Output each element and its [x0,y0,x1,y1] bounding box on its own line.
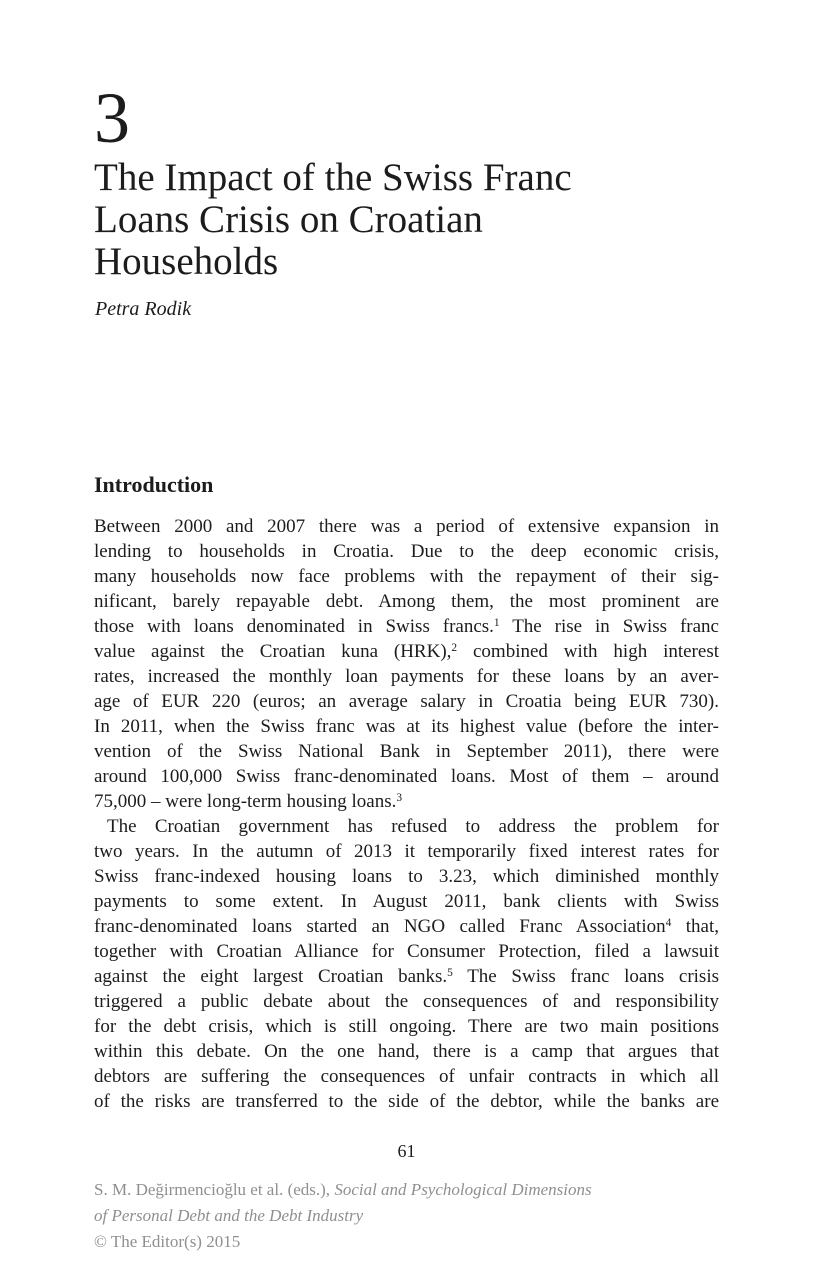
text-line: Swiss franc-indexed housing loans to 3.23, which diminished monthly [94,866,719,887]
footer-citation [94,1177,734,1255]
text-line: many households now face problems with the repayment of their sig- [94,566,719,587]
text-line: around 100,000 Swiss franc-denominated loans. Most of them – around [94,766,719,787]
text-line: 75,000 – were long-term housing loans.$^3$ [94,791,403,812]
book-title-part1: Social and Psychological Dimensions [334,1180,592,1199]
text-line: against the eight largest Croatian banks.$^5$ The Swiss franc loans crisis [94,966,719,987]
text-line: together with Croatian Alliance for Consumer Protection, filed a lawsuit [94,941,719,962]
text-line: franc-denominated loans started an NGO called Franc Association$^4$ that, [94,916,719,937]
text-line: for the debt crisis, which is still ongoing. There are two main positions [94,1016,719,1037]
text-line: triggered a public debate about the consequences of and responsibility [94,991,719,1012]
text-line: nificant, barely repayable debt. Among them, the most prominent are [94,591,719,612]
text-line: two years. In the autumn of 2013 it temporarily fixed interest rates for [94,841,719,862]
text-line: of the risks are transferred to the side of the debtor, while the banks are [94,1091,719,1112]
section-heading-introduction: Introduction [94,472,214,497]
paragraph-1 [94,514,719,814]
body-text [94,514,719,1114]
text-line: age of EUR 220 (euros; an average salary in Croatia being EUR 730). [94,691,719,712]
author-name: Petra Rodik [95,298,192,320]
text-line: within this debate. On the one hand, there is a camp that argues that [94,1041,719,1062]
chapter-title-line: Loans Crisis on Croatian [94,198,483,241]
text-line: value against the Croatian kuna (HRK),$^2$ combined with high interest [94,641,719,662]
text-line: rates, increased the monthly loan payments for these loans by an aver- [94,666,719,687]
text-line: The Croatian government has refused to address the problem for [107,816,719,837]
footer-citation-line1 [94,1177,734,1203]
text-line: payments to some extent. In August 2011, bank clients with Swiss [94,891,719,912]
text-line: lending to households in Croatia. Due to the deep economic crisis, [94,541,719,562]
paragraph-2 [94,814,719,1114]
page-number: 61 [397,1141,416,1161]
chapter-title [94,157,734,283]
copyright-notice: © The Editor(s) 2015 [94,1232,241,1251]
text-line: vention of the Swiss National Bank in September 2011), there were [94,741,719,762]
footer-editors: S. M. Değirmencioğlu et al. (eds.), [94,1180,335,1199]
book-title-part2: of Personal Debt and the Debt Industry [94,1206,364,1225]
chapter-title-line: Households [94,240,279,283]
chapter-title-line: The Impact of the Swiss Franc [94,156,572,199]
chapter-number: 3 [94,78,130,158]
text-line: those with loans denominated in Swiss francs.$^1$ The rise in Swiss franc [94,616,719,637]
text-line: Between 2000 and 2007 there was a period of extensive expansion in [94,516,719,537]
text-line: debtors are suffering the consequences of unfair contracts in which all [94,1066,719,1087]
text-line: In 2011, when the Swiss franc was at its highest value (before the inter- [94,716,719,737]
